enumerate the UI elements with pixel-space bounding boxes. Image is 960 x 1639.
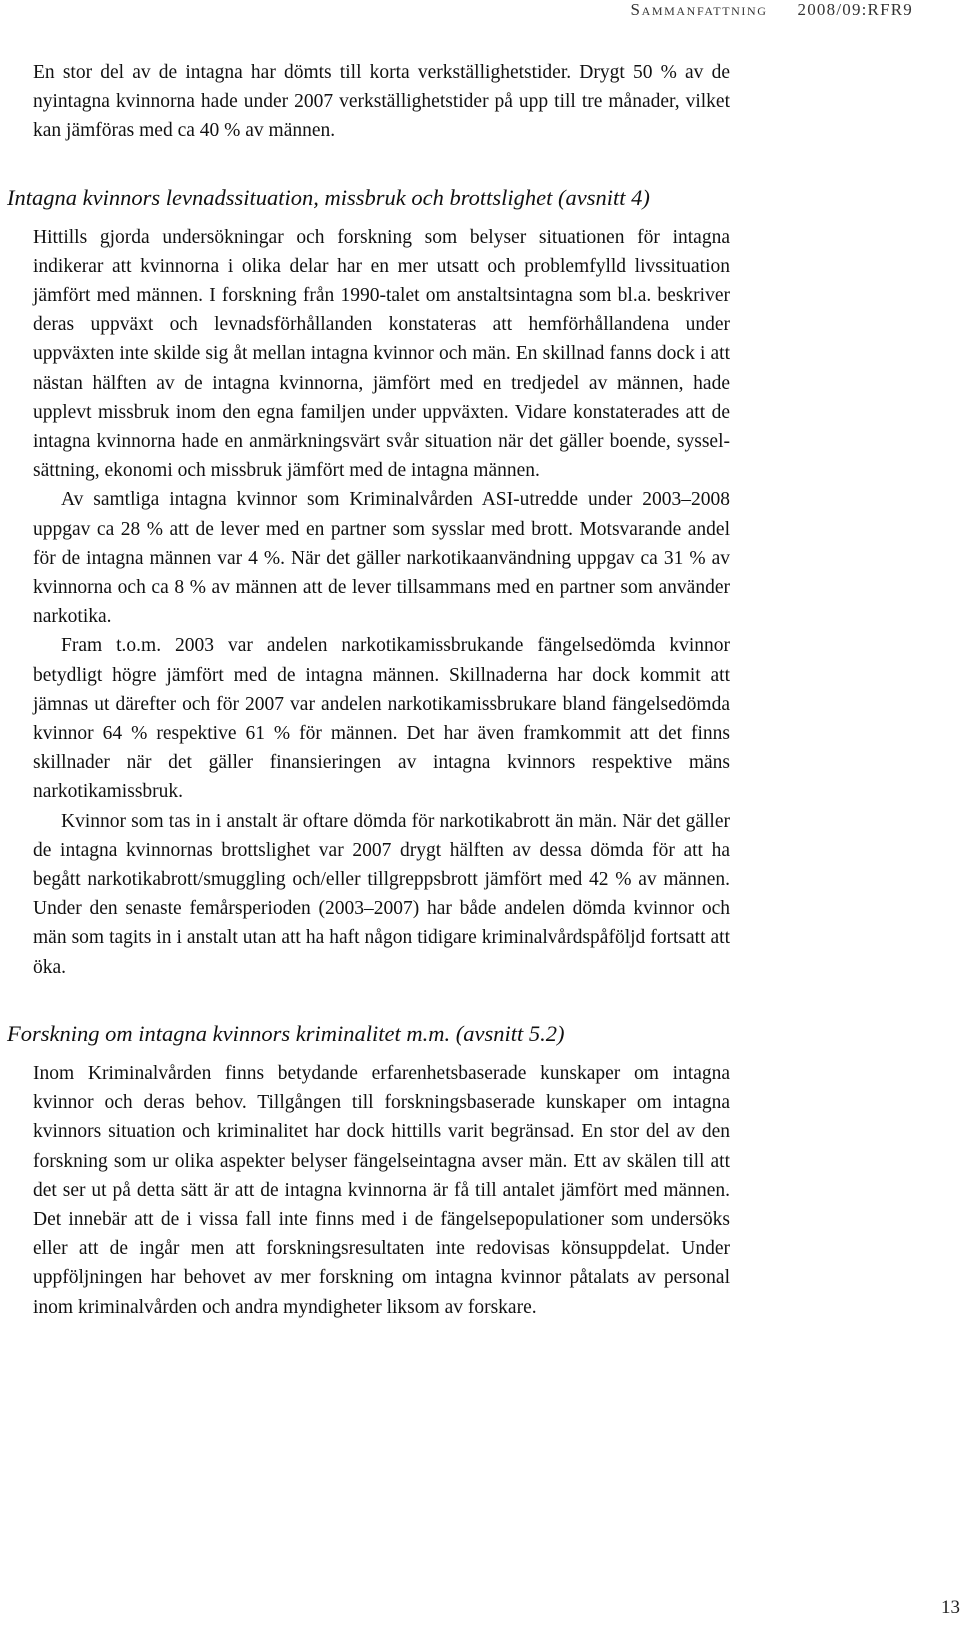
running-header-section: Sammanfattning bbox=[630, 0, 768, 19]
section-heading-5-2: Forskning om intagna kvinnors kriminalitet m.m. (avsnitt 5.2) bbox=[7, 1020, 565, 1046]
body-paragraph: Kvinnor som tas in i anstalt är oftare dömda för narkotikabrott än män. När det gäller de intagna kvinnornas brottslighet var 2007 drygt hälften av dessa dömda för att ha begått narkotikabrott/smuggling och/eller tillgreppsbrott jämfört med 42 % av männen. Under den senaste femårsperioden (2003–2007) har både andelen dömda kvinnor och män som tagits in i anstalt utan att ha haft någon tidigare kriminalvårdspåföljd fortsatt att öka. bbox=[33, 810, 730, 978]
body-paragraph: Inom Kriminalvården finns betydande erfarenhetsbaserade kunskaper om intagna kvinnor och deras behov. Tillgången till forskningsbaserade kunskaper om intagna kvinnors situation och kriminalitet har dock hittills varit begränsad. En stor del av den forskning som ur olika aspekter belyser fängelseintagna avser män. Ett av skälen till att det ser ut på detta sätt är att de intagna kvinnorna är få till antalet jämfört med männen. Det innebär att de i vissa fall inte finns med i de fängelsepopulationer som undersöks eller att de ingår men att forskningsresultaten inte redovisas könsuppdelat. Under uppföljningen har behovet av mer forskning om intagna kvinnor påtalats av personal inom kriminalvården och andra myndigheter liksom av forskare. bbox=[33, 1062, 730, 1318]
spacer bbox=[33, 982, 730, 1019]
body-paragraph: Hittills gjorda undersökningar och forskning som belyser situationen för intagna indikerar att kvinnorna i olika delar har en mer utsatt och problemfylld livssituation jämfört med männen. I forskning från 1990-talet om anstaltsintagna som bl.a. beskriver deras uppväxt och levnadsförhållanden konstateras att hemförhållandena under uppväxten inte skilde sig åt mellan intagna kvinnor och män. En skillnad fanns dock i att nästan hälften av de intagna kvinnorna, jämfört med en tredjedel av männen, hade upplevt missbruk inom den egna familjen under uppväxten. Vidare konstaterades att de intagna kvinnorna hade en anmärkningsvärt svår situation när det gäller boende, sysselsättning, ekonomi och missbruk jämfört med de intagna männen. bbox=[33, 226, 730, 482]
body-paragraph: Fram t.o.m. 2003 var andelen narkotikamissbrukande fängelsedömda kvinnor betydligt högre jämfört med de intagna männen. Skillnaderna har dock kommit att jämnas ut därefter och för 2007 var andelen narkotikamissbrukare bland fängelsedömda kvinnor 64 % respektive 61 % för männen. Det har även framkommit att det finns skillnader när det gäller finansieringen av intagna kvinnors respektive mäns narkotikamissbruk. bbox=[33, 635, 730, 803]
page-body bbox=[7, 58, 730, 1322]
page-number: 13 bbox=[941, 1597, 960, 1618]
running-header-report-number: 2008/09:RFR9 bbox=[797, 0, 913, 19]
spacer bbox=[33, 1049, 730, 1059]
body-paragraph: Av samtliga intagna kvinnor som Kriminalvården ASI-utredde under 2003–2008 uppgav ca 28 % att de lever med en partner som sysslar med brott. Motsvarande andel för de intagna männen var 4 %. När det gäller narkotikaanvändning uppgav ca 31 % av kvinnorna och ca 8 % av männen att de lever tillsammans med en partner som använder narkotika. bbox=[33, 489, 730, 628]
spacer bbox=[33, 146, 730, 183]
section-heading-4: Intagna kvinnors levnadssituation, missbruk och brottslighet (avsnitt 4) bbox=[7, 184, 650, 210]
spacer bbox=[33, 213, 730, 223]
intro-paragraph: En stor del av de intagna har dömts till korta verkställighetstider. Drygt 50 % av de nyintagna kvinnorna hade under 2007 verkställighetstider på upp till tre månader, vilket kan jämföras med ca 40 % av männen. bbox=[33, 62, 730, 142]
running-header bbox=[631, 0, 913, 20]
